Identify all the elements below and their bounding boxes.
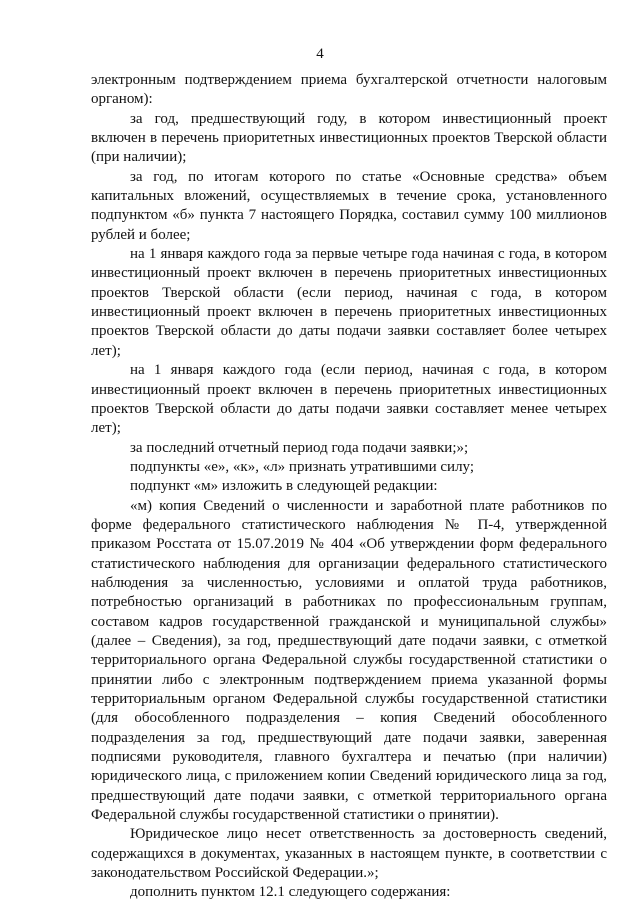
paragraph: на 1 января каждого года (если период, начиная с года, в котором инвестиционный проект включен в перечень приоритетных инвестиционных проектов Тверской области до даты подачи заявки составляет менее четырех лет); — [91, 362, 607, 437]
paragraph-continuation: электронным подтверждением приема бухгалтерской отчетности налоговым органом): — [91, 72, 607, 108]
paragraph: «м) копия Сведений о численности и заработной плате работников по форме федерального статистического наблюдения № П-4, утвержденной приказом Росстата от 15.07.2019 № 404 «Об утверждении форм федерального статистического наблюдения для организации федерального статистического наблюдения за численностью, условиями и оплатой труда работников, потребностью организаций в работниках по профессиональным группам, составом кадров государственной гражданской и муниципальной службы» (далее – Сведения), за год, предшествующий дате подачи заявки, с отметкой территориального органа Федеральной службы государственной статистики о принятии либо с электронным подтверждением приема указанной формы территориальным органом Федеральной службы государственной статистики (для обособленного подразделения – копия Сведений обособленного подразделения за год, предшествующий дате подачи заявки, заверенная подписями руководителя, главного бухгалтера и печатью (при наличии) юридического лица, с приложением копии Сведений юридического лица за год, предшествующий дате подачи заявки, с отметкой территориального органа Федеральной службы государственной статистики о принятии). — [91, 497, 607, 824]
page-number: 4 — [316, 46, 324, 62]
document-body — [91, 71, 607, 903]
paragraph: подпункты «е», «к», «л» признать утратившими силу; — [130, 458, 475, 475]
paragraph: за последний отчетный период года подачи заявки;»; — [130, 439, 469, 456]
paragraph: подпункт «м» изложить в следующей редакции: — [130, 478, 438, 495]
paragraph: за год, по итогам которого по статье «Основные средства» объем капитальных вложений, осуществляемых в течение срока, установленного подпунктом «б» пункта 7 настоящего Порядка, составил сумму 100 миллионов рублей и более; — [91, 168, 607, 243]
paragraph: дополнить пунктом 12.1 следующего содержания: — [130, 884, 451, 901]
paragraph: Юридическое лицо несет ответственность за достоверность сведений, содержащихся в документах, указанных в настоящем пункте, в соответствии с законодательством Российской Федерации.»; — [91, 826, 607, 882]
paragraph: на 1 января каждого года за первые четыре года начиная с года, в котором инвестиционный проект включен в перечень приоритетных инвестиционных проектов Тверской области (если период, начиная с года, в котором инвестиционный проект включен в перечень приоритетных инвестиционных проектов Тверской области до даты подачи заявки составляет более четырех лет); — [91, 246, 607, 359]
paragraph: за год, предшествующий году, в котором инвестиционный проект включен в перечень приоритетных инвестиционных проектов Тверской области (при наличии); — [91, 110, 607, 166]
